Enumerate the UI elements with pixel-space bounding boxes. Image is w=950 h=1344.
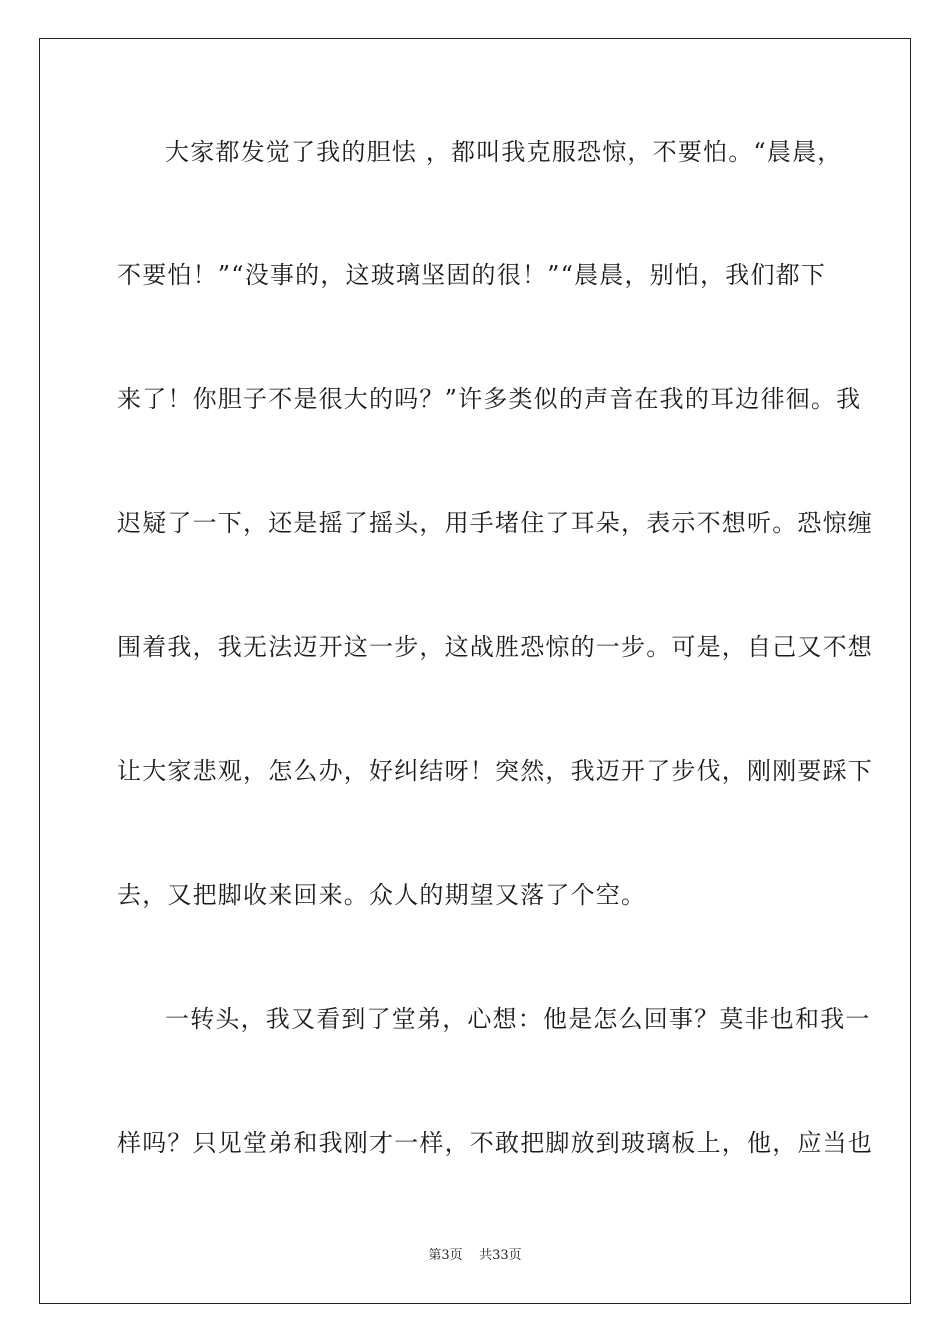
text-line-6: 让大家悲观，怎么办，好纠结呀！突然，我迈开了步伐，刚刚要踩下	[117, 757, 873, 785]
text-line-9: 样吗？只见堂弟和我刚才一样，不敢把脚放到玻璃板上，他，应当也	[117, 1129, 873, 1157]
text-line-1: 大家都发觉了我的胆怯 ，都叫我克服恐惊，不要怕。“晨晨，	[165, 138, 843, 166]
text-line-3: 来了！你胆子不是很大的吗？”许多类似的声音在我的耳边徘徊。我	[117, 385, 862, 413]
text-line-4: 迟疑了一下，还是摇了摇头，用手堵住了耳朵，表示不想听。恐惊缠	[117, 509, 873, 537]
page-border	[39, 38, 911, 1304]
text-line-5: 围着我，我无法迈开这一步，这战胜恐惊的一步。可是，自己又不想	[117, 633, 873, 661]
page-total: 共33页	[479, 1248, 522, 1263]
text-line-8: 一转头，我又看到了堂弟，心想：他是怎么回事？莫非也和我一	[165, 1005, 871, 1033]
text-line-7: 去，又把脚收来回来。众人的期望又落了个空。	[117, 881, 647, 909]
page-footer	[0, 1248, 950, 1264]
page-number: 第3页	[428, 1248, 463, 1263]
text-line-2: 不要怕！”“没事的，这玻璃坚固的很！”“晨晨，别怕，我们都下	[117, 261, 827, 289]
